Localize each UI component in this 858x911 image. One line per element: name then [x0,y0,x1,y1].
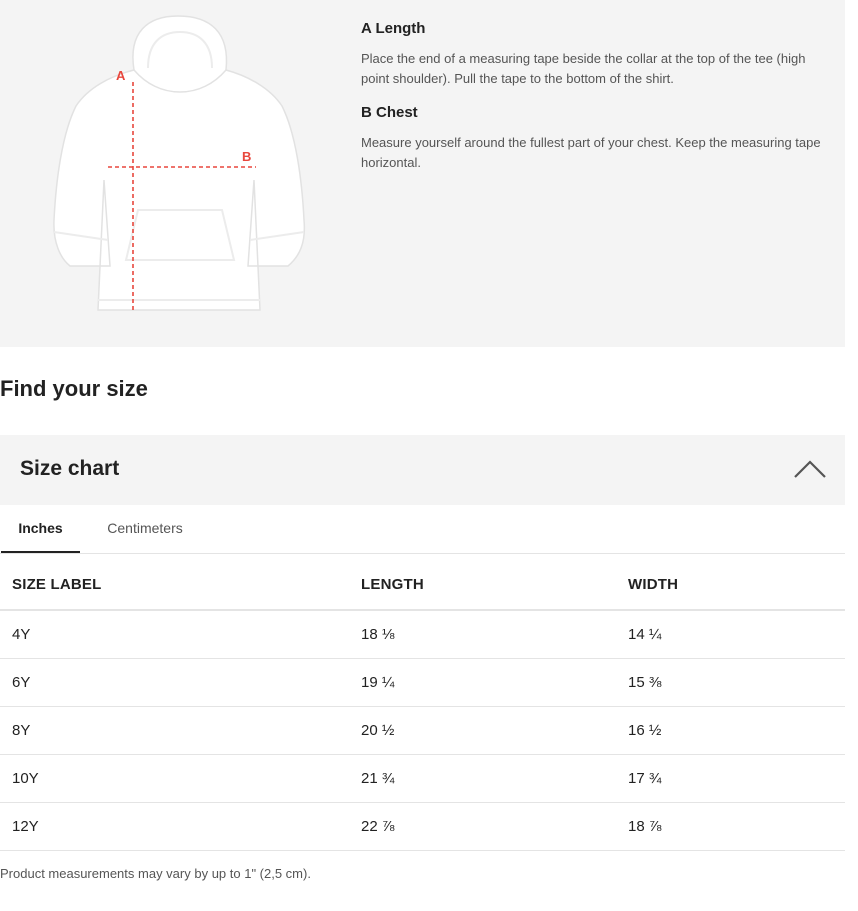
size-label-cell: 12Y [0,803,349,851]
width-cell: 18 ⅞ [616,803,845,851]
label-b: B [242,149,252,164]
measurement-footnote: Product measurements may vary by up to 1" (2,5 cm). [0,866,311,881]
length-cell: 19 ¼ [349,659,616,707]
chevron-up-icon[interactable] [793,457,827,481]
width-cell: 16 ½ [616,707,845,755]
table-row [0,610,845,659]
size-label-cell: 6Y [0,659,349,707]
measurement-descriptions [361,18,831,186]
table-row [0,803,845,851]
chest-text: Measure yourself around the fullest part of your chest. Keep the measuring tape horizontal. [361,135,821,170]
width-cell: 17 ¾ [616,755,845,803]
size-label-cell: 8Y [0,707,349,755]
size-label-cell: 4Y [0,610,349,659]
size-label-cell: 10Y [0,755,349,803]
length-text: Place the end of a measuring tape beside the collar at the top of the tee (high point shoulder). Pull the tape to the bottom of the shirt. [361,51,806,86]
length-title: A Length [361,20,426,37]
size-table [0,560,845,851]
header-length: LENGTH [349,560,616,610]
table-header-row [0,560,845,610]
tab-inches[interactable]: Inches [1,505,80,553]
size-chart-title: Size chart [20,457,120,480]
label-a: A [116,68,126,83]
header-width: WIDTH [616,560,845,610]
table-row [0,707,845,755]
table-row [0,755,845,803]
length-cell: 18 ⅛ [349,610,616,659]
find-size-title: Find your size [0,376,148,401]
header-size-label: SIZE LABEL [0,560,349,610]
tab-centimeters[interactable]: Centimeters [107,520,183,536]
hoodie-icon [54,16,304,310]
length-cell: 22 ⅞ [349,803,616,851]
size-chart-header[interactable] [0,435,845,505]
hoodie-measurement-diagram [48,10,313,320]
length-cell: 20 ½ [349,707,616,755]
width-cell: 14 ¼ [616,610,845,659]
measurement-guide [0,0,845,347]
unit-tabs [0,505,845,554]
length-cell: 21 ¾ [349,755,616,803]
table-row [0,659,845,707]
chest-title: B Chest [361,104,418,121]
width-cell: 15 ⅜ [616,659,845,707]
